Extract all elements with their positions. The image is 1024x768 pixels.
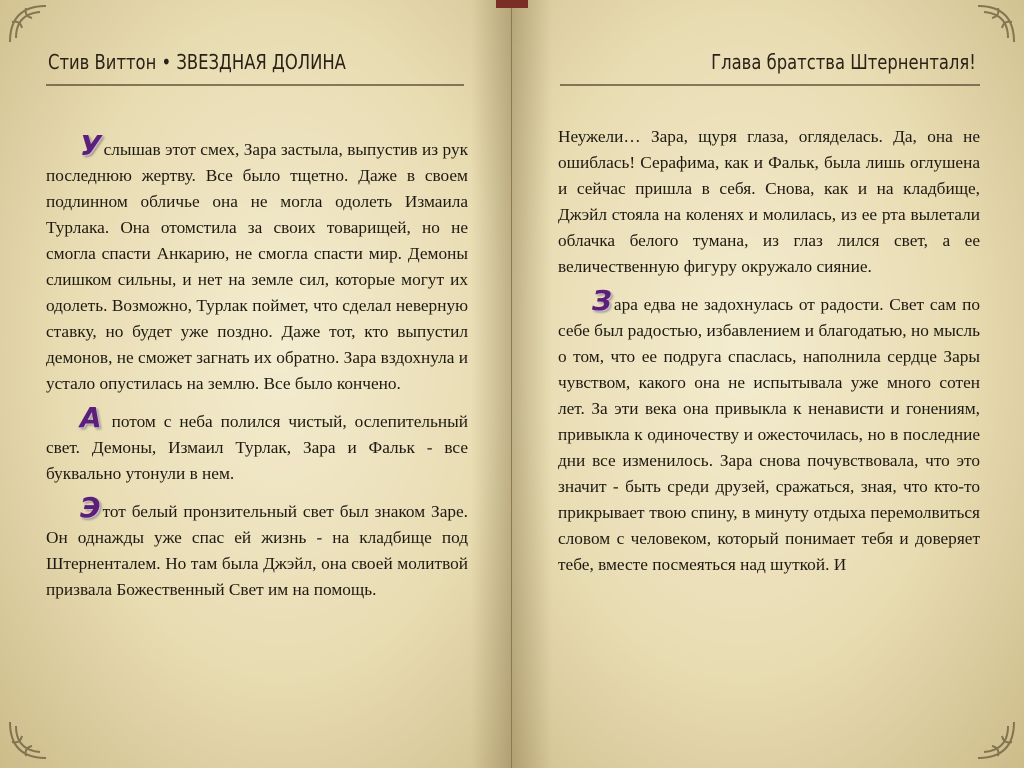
- corner-flourish-icon: [972, 2, 1020, 50]
- paragraph: [46, 491, 468, 603]
- drop-cap: З: [592, 284, 612, 317]
- drop-cap: А: [80, 401, 102, 434]
- drop-cap: У: [80, 129, 102, 162]
- page-header-left: Стив Виттон • ЗВЕЗДНАЯ ДОЛИНА: [48, 50, 346, 74]
- corner-flourish-icon: [4, 2, 52, 50]
- paragraph-text: ара едва не задохнулась от радости. Свет сам по себе был радостью, избавлением и благодатью, но мысль о том, что ее подруга спаслась, наполнила сердце Зары чувством, какого она не испытывала уже много сотен лет. За эти века она привыкла к ненависти и гонениям, привыкла к одиночеству и ожесточилась, но в последние дни все изменилось. Зара снова почувствовала, что это значит - быть среди друзей, сражаться, зная, что кто-то прикрывает твою спину, в минуту отдыха перемолвиться словом с человеком, который понимает тебя и доверяет тебе, вместе посмеяться над шуткой. И: [558, 295, 980, 574]
- corner-flourish-icon: [4, 718, 52, 766]
- right-page[interactable]: [512, 0, 1024, 768]
- book-binding: [496, 0, 528, 8]
- right-page-text: [558, 124, 980, 588]
- paragraph-text: слышав этот смех, Зара застыла, выпустив из рук последнюю жертву. Все было тщетно. Даже в своем подлинном обличье она не могла одолеть Измаила Турлака. Она отомстила за своих товарищей, но не смогла спасти Анкарию, не смогла спасти мир. Демоны слишком сильны, и нет на земле сил, которые могут их одолеть. Возможно, Турлак поймет, что сделал неверную ставку, но будет уже поздно. Даже тот, кто выпустил демонов, не сможет загнать их обратно. Зара вздохнула и устало опустилась на землю. Все было кончено.: [46, 140, 468, 393]
- drop-cap: Э: [80, 491, 101, 524]
- header-divider: [46, 84, 464, 86]
- left-page-text: [46, 129, 468, 613]
- paragraph-text: тот белый пронзительный свет был знаком Заре. Он однажды уже спас ей жизнь - на кладбище под Штерненталем. Но там была Джэйл, она своей молитвой призвала Божественный Свет им на помощь.: [46, 502, 468, 599]
- corner-flourish-icon: [972, 718, 1020, 766]
- gutter-shadow: [471, 0, 511, 768]
- paragraph-text: потом с неба полился чистый, ослепительный свет. Демоны, Измаил Турлак, Зара и Фальк - все буквально утонули в нем.: [46, 412, 468, 483]
- page-header-right: Глава братства Штерненталя!: [711, 50, 976, 74]
- paragraph-text: Неужели… Зара, щуря глаза, огляделась. Да, она не ошиблась! Серафима, как и Фальк, была лишь оглушена и сейчас пришла в себя. Снова, как и на кладбище, Джэйл стояла на коленях и молилась, из ее рта вылетали облачка белого тумана, из глаз лился свет, а ее величественную фигуру окружало сияние.: [558, 127, 980, 276]
- paragraph: [558, 284, 980, 578]
- paragraph: [558, 124, 980, 280]
- paragraph: [46, 129, 468, 397]
- gutter-shadow: [512, 0, 552, 768]
- header-divider: [560, 84, 980, 86]
- paragraph: [46, 401, 468, 487]
